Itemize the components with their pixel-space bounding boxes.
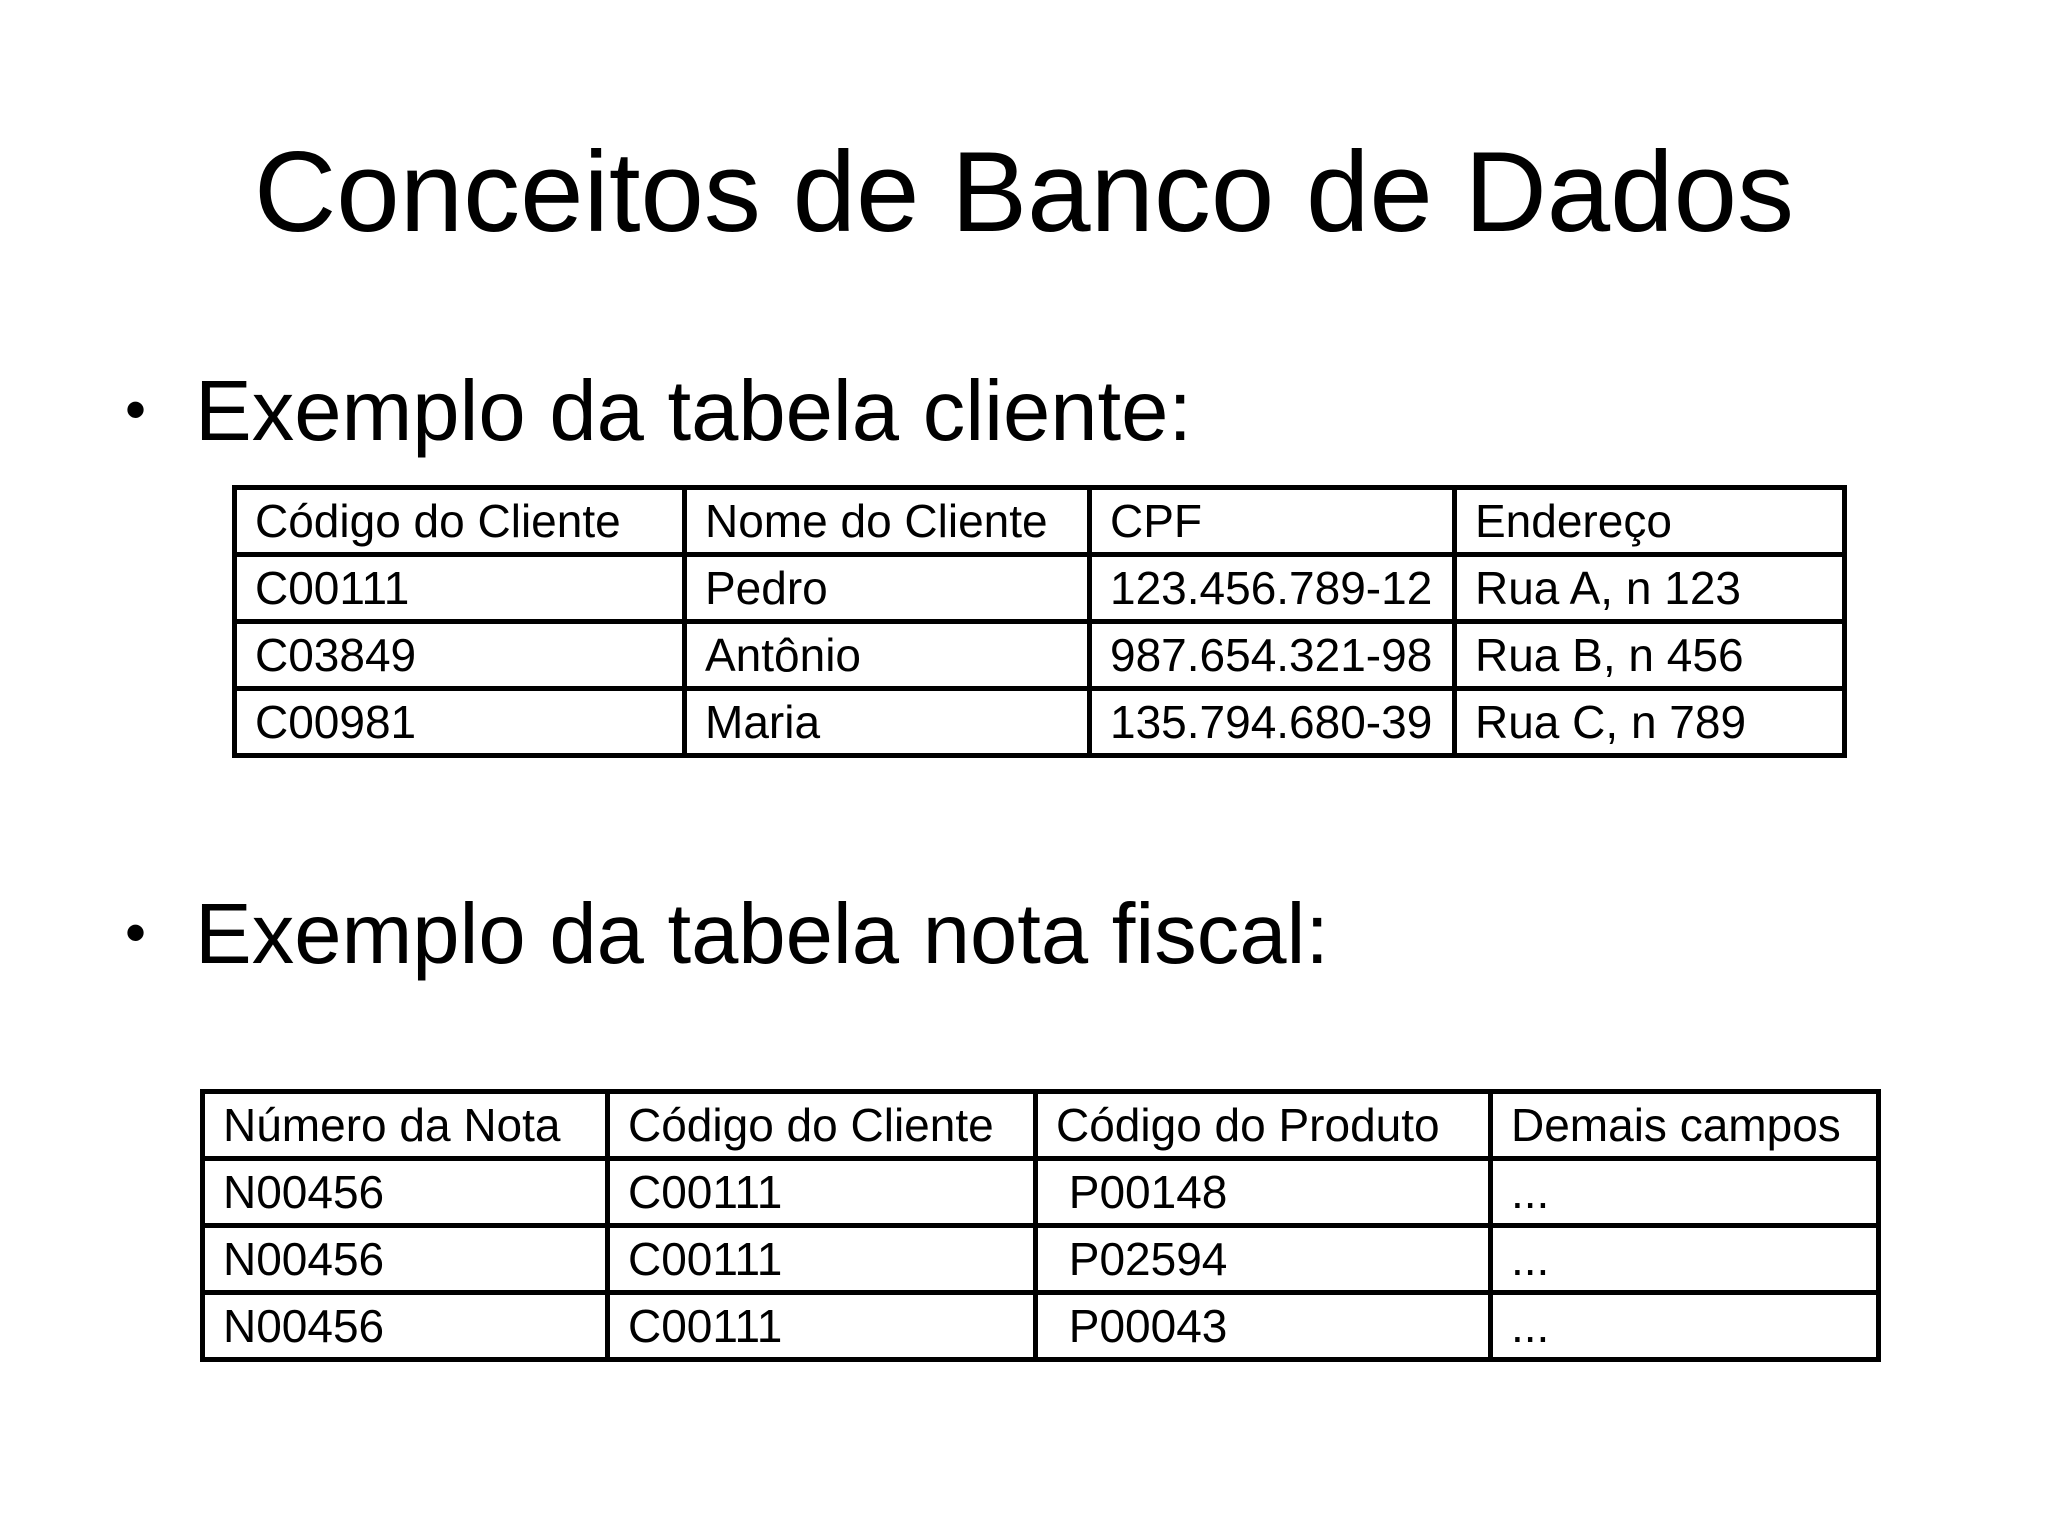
table-cell: C03849: [235, 622, 685, 689]
table-cell: C00111: [235, 555, 685, 622]
bullet-tabela-cliente: [125, 362, 1192, 470]
bullet-text: Exemplo da tabela cliente:: [195, 364, 1193, 459]
table-cell: Rua B, n 456: [1455, 622, 1845, 689]
table-row: [203, 1293, 1879, 1360]
table-cliente: [232, 485, 1847, 758]
table-cell: P00043: [1036, 1293, 1491, 1360]
table-header-cell: Número da Nota: [203, 1092, 608, 1159]
table-cell: ...: [1491, 1226, 1879, 1293]
table-cell: Rua C, n 789: [1455, 689, 1845, 756]
table-cell: N00456: [203, 1293, 608, 1360]
table-cell: C00111: [608, 1293, 1036, 1360]
table-cell: ...: [1491, 1159, 1879, 1226]
table-cell: C00111: [608, 1226, 1036, 1293]
table-header-cell: Código do Cliente: [235, 488, 685, 555]
table-row: [203, 1226, 1879, 1293]
table-row: [235, 689, 1845, 756]
table-header-cell: Código do Cliente: [608, 1092, 1036, 1159]
table-row: [203, 1159, 1879, 1226]
table-header-row: [203, 1092, 1879, 1159]
table-row: [235, 555, 1845, 622]
bullet-text: Exemplo da tabela nota fiscal:: [195, 887, 1330, 982]
table-header-cell: Código do Produto: [1036, 1092, 1491, 1159]
table-cell: Pedro: [685, 555, 1090, 622]
table-row: [235, 622, 1845, 689]
table-cell: Rua A, n 123: [1455, 555, 1845, 622]
table-header-cell: Endereço: [1455, 488, 1845, 555]
table-cell: C00981: [235, 689, 685, 756]
table-cell: N00456: [203, 1159, 608, 1226]
table-cell: Maria: [685, 689, 1090, 756]
bullet-marker: •: [125, 899, 147, 966]
table-cell: C00111: [608, 1159, 1036, 1226]
table-cell: P00148: [1036, 1159, 1491, 1226]
bullet-marker: •: [125, 376, 147, 443]
bullet-tabela-nota-fiscal: [125, 885, 1329, 993]
table-cell: 135.794.680-39: [1090, 689, 1455, 756]
table-cell: P02594: [1036, 1226, 1491, 1293]
table-cell: Antônio: [685, 622, 1090, 689]
table-header-cell: Demais campos: [1491, 1092, 1879, 1159]
slide-title: Conceitos de Banco de Dados: [253, 129, 1794, 256]
table-header-cell: CPF: [1090, 488, 1455, 555]
table-header-row: [235, 488, 1845, 555]
table-cell: N00456: [203, 1226, 608, 1293]
table-cell: ...: [1491, 1293, 1879, 1360]
table-cell: 123.456.789-12: [1090, 555, 1455, 622]
table-header-cell: Nome do Cliente: [685, 488, 1090, 555]
table-nota-fiscal: [200, 1089, 1881, 1362]
table-cell: 987.654.321-98: [1090, 622, 1455, 689]
